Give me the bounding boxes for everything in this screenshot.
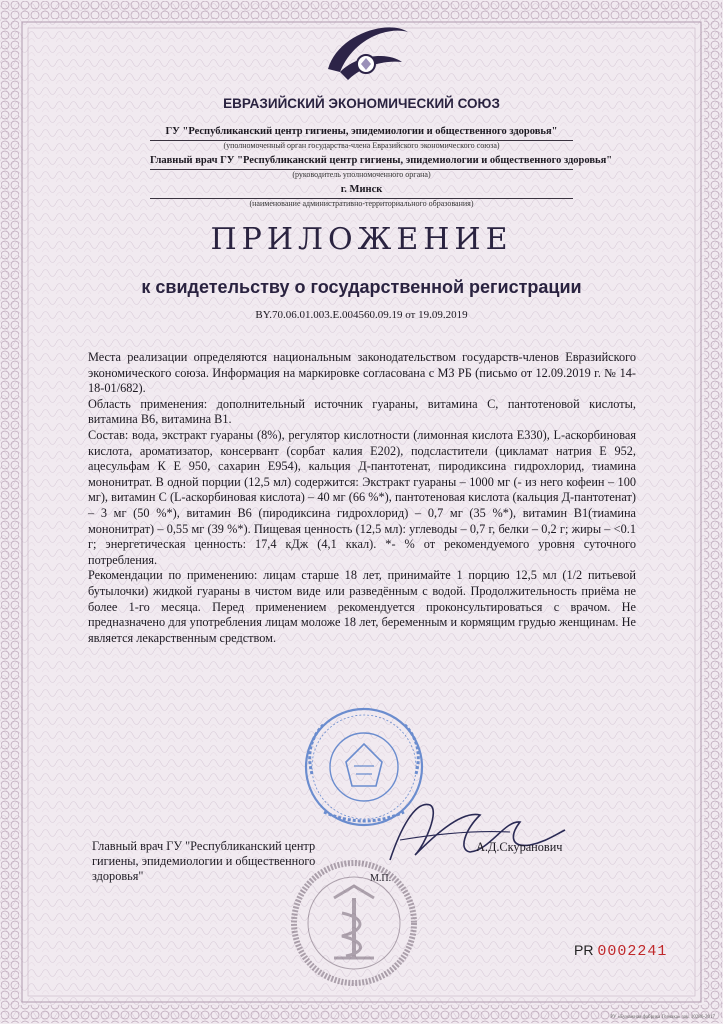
eaeu-logo — [318, 14, 414, 92]
city-name: г. Минск — [340, 184, 383, 195]
signer-position: Главный врач ГУ "Республиканский центр гигиены, эпидемиологии и общественного здоровья" — [92, 839, 316, 883]
body-text — [88, 350, 636, 646]
emblem-watermark — [284, 858, 424, 988]
registration-number: BY.70.06.01.003.E.004560.09.19 от 19.09.2019 — [255, 309, 468, 321]
mp-mark: М.П. — [370, 873, 392, 884]
organization-caption: (уполномоченный орган государства-члена Евразийского экономического союза) — [150, 140, 573, 150]
paragraph-sales: Места реализации определяются национальным законодательством государств-членов Евразийского экономического союза. Информация на маркировке согласована с МЗ РБ (письмо от 12.09.2019 г. № 14-18-01/682). — [88, 350, 636, 396]
organization-name: ГУ "Республиканский центр гигиены, эпидемиологии и общественного здоровья" — [165, 126, 558, 137]
serial-number — [574, 942, 667, 960]
document-subtitle: к свидетельству о государственной регистрации — [141, 277, 582, 297]
head-doctor-caption: (руководитель уполномоченного органа) — [150, 169, 573, 179]
signer-name: А.Д.Скуранович — [476, 840, 563, 854]
printer-note: РУ «Бумажная фабрика Гознака» зак. 10286-2017 — [610, 1015, 715, 1020]
document-title: ПРИЛОЖЕНИЕ — [210, 222, 513, 257]
paragraph-recommendations: Рекомендации по применению: лицам старше 18 лет, принимайте 1 порцию 12,5 мл (1/2 питьевой бутылочки) жидкой гуараны в чистом виде или разведённым с водой. Продолжительность приёма не более 1-го месяца. Перед применением рекомендуется проконсультироваться с врачом. Не предназначено для употребления лицам моложе 18 лет, беременным и кормящим грудью женщинам. Не является лекарственным средством. — [88, 568, 636, 645]
paragraph-composition: Состав: вода, экстракт гуараны (8%), регулятор кислотности (лимонная кислота Е330), L-аскорбиновая кислота, ароматизатор, консервант (сорбат калия Е202), подсластители (цикламат натрия Е 952, ацесульфам К Е 950, сахарин Е954), кальция Д-пантотенат, пиродиксина гидрохлорид, тиамина мононитрат. В одной порции (12,5 мл) содержится: Экстракт гуараны – 1000 мг (- из него кофеин – 100 мг), витамин С (L-аскорбиновая кислота) – 40 мг (66 %*), пантотеновая кислота (кальция Д-пантотенат) – 3 мг (50 %*), витамин В6 (пиродиксина гидрохлорид) – 0,7 мг (35 %*), витамин В1(тиамина мононитрат) – 0,55 мг (39 %*). Пищевая ценность (12,5 мл): углеводы – 0,7 г, белки – 0,2 г; жиры – <0.1 г; энергетическая ценность: 17,4 кДж (4,1 ккал). *- % от рекомендуемого уровня суточного потребления. — [88, 427, 636, 567]
union-name: ЕВРАЗИЙСКИЙ ЭКОНОМИЧЕСКИЙ СОЮЗ — [223, 96, 500, 111]
city-caption: (наименование административно-территориального образования) — [150, 198, 573, 208]
serial-prefix: PR — [574, 942, 594, 958]
serial-digits: 0002241 — [597, 943, 668, 960]
head-doctor-line: Главный врач ГУ "Республиканский центр гигиены, эпидемиологии и общественного здоровья" — [150, 155, 613, 166]
paragraph-scope: Область применения: дополнительный источник гуараны, витамина С, пантотеновой кислоты, витамина В6, витамина В1. — [88, 396, 636, 427]
